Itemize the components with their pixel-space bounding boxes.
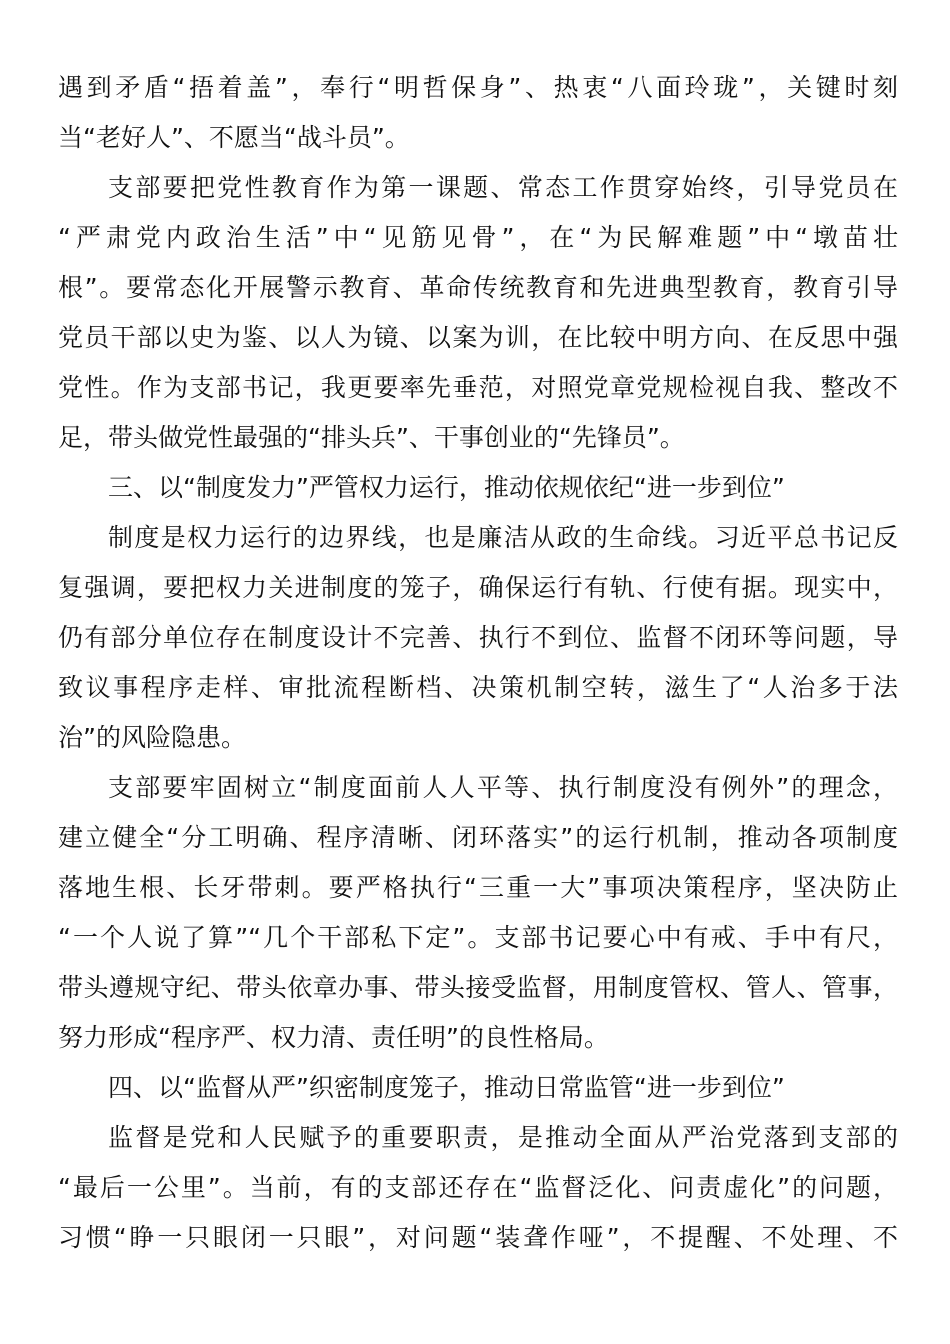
text-line: 仍有部分单位存在制度设计不完善、执行不到位、监督不闭环等问题，导 (58, 623, 898, 652)
text-line: 带头遵规守纪、带头依章办事、带头接受监督，用制度管权、管人、管事， (58, 973, 898, 1002)
text-line: 党员干部以史为鉴、以人为镜、以案为训，在比较中明方向、在反思中强 (58, 323, 898, 352)
text-line: 致议事程序走样、审批流程断档、决策机制空转，滋生了“人治多于法 (58, 673, 898, 702)
text-line: “最后一公里”。当前，有的支部还存在“监督泛化、问责虚化”的问题， (58, 1173, 898, 1202)
text-line: “严肃党内政治生活”中“见筋见骨”，在“为民解难题”中“墩苗壮 (58, 223, 898, 252)
section-heading-4: 四、以“监督从严”织密制度笼子，推动日常监管“进一步到位” (108, 1073, 785, 1102)
text-line: 努力形成“程序严、权力清、责任明”的良性格局。 (58, 1023, 609, 1052)
text-line: 党性。作为支部书记，我更要率先垂范，对照党章党规检视自我、整改不 (58, 373, 898, 402)
paragraph-first-line: 监督是党和人民赋予的重要职责，是推动全面从严治党落到支部的 (108, 1123, 898, 1152)
text-line: 治”的风险隐患。 (58, 723, 246, 752)
text-line: 当“老好人”、不愿当“战斗员”。 (58, 123, 410, 152)
text-line: 建立健全“分工明确、程序清晰、闭环落实”的运行机制，推动各项制度 (58, 823, 898, 852)
section-heading-3: 三、以“制度发力”严管权力运行，推动依规依纪“进一步到位” (108, 473, 785, 502)
text-line: 根”。要常态化开展警示教育、革命传统教育和先进典型教育，教育引导 (58, 273, 898, 302)
text-line: “一个人说了算”“几个干部私下定”。支部书记要心中有戒、手中有尺， (58, 923, 898, 952)
text-line: 落地生根、长牙带刺。要严格执行“三重一大”事项决策程序，坚决防止 (58, 873, 898, 902)
paragraph-first-line: 支部要牢固树立“制度面前人人平等、执行制度没有例外”的理念， (108, 773, 898, 802)
text-line: 遇到矛盾“捂着盖”，奉行“明哲保身”、热衷“八面玲珑”，关键时刻 (58, 73, 898, 102)
text-line: 足，带头做党性最强的“排头兵”、干事创业的“先锋员”。 (58, 423, 685, 452)
paragraph-first-line: 制度是权力运行的边界线，也是廉洁从政的生命线。习近平总书记反 (108, 523, 898, 552)
text-line: 复强调，要把权力关进制度的笼子，确保运行有轨、行使有据。现实中， (58, 573, 898, 602)
text-line: 习惯“睁一只眼闭一只眼”，对问题“装聋作哑”，不提醒、不处理、不 (58, 1223, 898, 1252)
paragraph-first-line: 支部要把党性教育作为第一课题、常态工作贯穿始终，引导党员在 (108, 173, 898, 202)
